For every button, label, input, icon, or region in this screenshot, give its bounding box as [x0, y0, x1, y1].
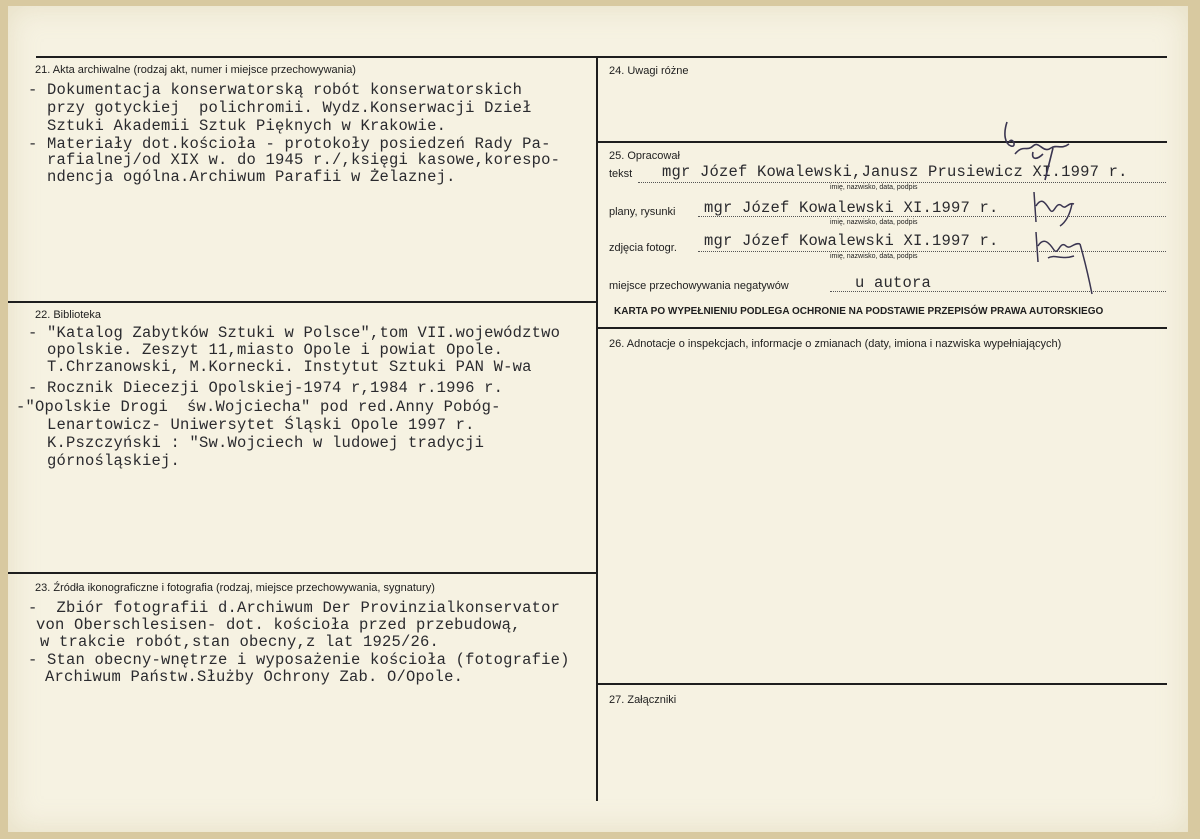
plans-row-caption: imię, nazwisko, data, podpis [830, 219, 918, 226]
section-21-label: 21. Akta archiwalne (rodzaj akt, numer i miejsce przechowywania) [35, 64, 356, 76]
s22-line-2: opolskie. Zeszyt 11,miasto Opole i powiat Opole. [28, 341, 504, 359]
text-row-caption: imię, nazwisko, data, podpis [830, 184, 918, 191]
rule-section-23 [8, 572, 596, 574]
s21-line-4: - Materiały dot.kościoła - protokoły posiedzeń Rady Pa- [28, 135, 551, 153]
signature-photos [1028, 224, 1098, 298]
s23-line-3: w trakcie robót,stan obecny,z lat 1925/26. [40, 633, 440, 651]
section-22-label: 22. Biblioteka [35, 309, 102, 321]
rule-section-26 [598, 327, 1167, 329]
s22-line-8: górnośląskiej. [28, 452, 181, 470]
text-row-value: mgr Józef Kowalewski,Janusz Prusiewicz XI.1997 r. [662, 163, 1128, 181]
section-27-label: 27. Załączniki [609, 694, 677, 706]
center-divider [596, 56, 598, 801]
plans-row-dotline [698, 216, 1166, 217]
rule-section-27 [598, 683, 1167, 685]
s21-line-3: Sztuki Akademii Sztuk Pięknych w Krakowie. [28, 117, 447, 135]
photos-row-caption: imię, nazwisko, data, podpis [830, 253, 918, 260]
s22-line-3: T.Chrzanowski, M.Kornecki. Instytut Sztuki PAN W-wa [28, 358, 532, 376]
photos-row-label: zdjęcia fotogr. [609, 242, 677, 254]
registry-card [8, 6, 1188, 832]
s21-line-5: rafialnej/od XIX w. do 1945 r./,księgi kasowe,korespo- [28, 151, 561, 169]
section-23-label: 23. Źródła ikonograficzne i fotografia (rodzaj, miejsce przechowywania, sygnatury) [35, 582, 435, 594]
rule-section-22 [8, 301, 596, 303]
section-26-label: 26. Adnotacje o inspekcjach, informacje o zmianach (daty, imiona i nazwiska wypełniających) [609, 338, 1062, 350]
plans-row-label: plany, rysunki [609, 206, 676, 218]
negatives-row-label: miejsce przechowywania negatywów [609, 280, 789, 292]
text-row-label: tekst [609, 168, 633, 180]
s23-line-2: von Oberschlesisen- dot. kościoła przed przebudową, [36, 616, 521, 634]
signature-text-author [993, 114, 1078, 184]
s22-line-5: -"Opolskie Drogi św.Wojciecha" pod red.Anny Pobóg- [16, 398, 501, 416]
section-25-label: 25. Opracował [609, 150, 680, 162]
negatives-row-dotline [830, 291, 1166, 292]
text-row-dotline [638, 182, 1166, 183]
negatives-row-value: u autora [855, 274, 932, 292]
plans-row-value: mgr Józef Kowalewski XI.1997 r. [704, 199, 999, 217]
top-rule [36, 56, 1167, 58]
s23-line-5: Archiwum Państw.Służby Ochrony Zab. O/Opole. [45, 668, 464, 686]
s22-line-1: - "Katalog Zabytków Sztuki w Polsce",tom VII.województwo [28, 324, 561, 342]
s22-line-4: - Rocznik Diecezji Opolskiej-1974 r,1984 r.1996 r. [28, 379, 504, 397]
photos-row-value: mgr Józef Kowalewski XI.1997 r. [704, 232, 999, 250]
rule-section-25 [598, 141, 1167, 143]
s21-line-1: - Dokumentacja konserwatorską robót konserwatorskich [28, 81, 523, 99]
s21-line-2: przy gotyckiej polichromii. Wydz.Konserwacji Dzieł [28, 99, 532, 117]
section-24-label: 24. Uwagi różne [609, 65, 689, 77]
s22-line-6: Lenartowicz- Uniwersytet Śląski Opole 1997 r. [28, 416, 475, 434]
s23-line-1: - Zbiór fotografii d.Archiwum Der Provinzialkonservator [28, 599, 561, 617]
s23-line-4: - Stan obecny-wnętrze i wyposażenie kościoła (fotografie) [28, 651, 570, 669]
s21-line-6: ndencja ogólna.Archiwum Parafii w Żelaznej. [28, 168, 456, 186]
copyright-notice: KARTA PO WYPEŁNIENIU PODLEGA OCHRONIE NA PODSTAWIE PRZEPISÓW PRAWA AUTORSKIEGO [614, 306, 1104, 317]
s22-line-7: K.Pszczyński : "Sw.Wojciech w ludowej tradycji [28, 434, 485, 452]
